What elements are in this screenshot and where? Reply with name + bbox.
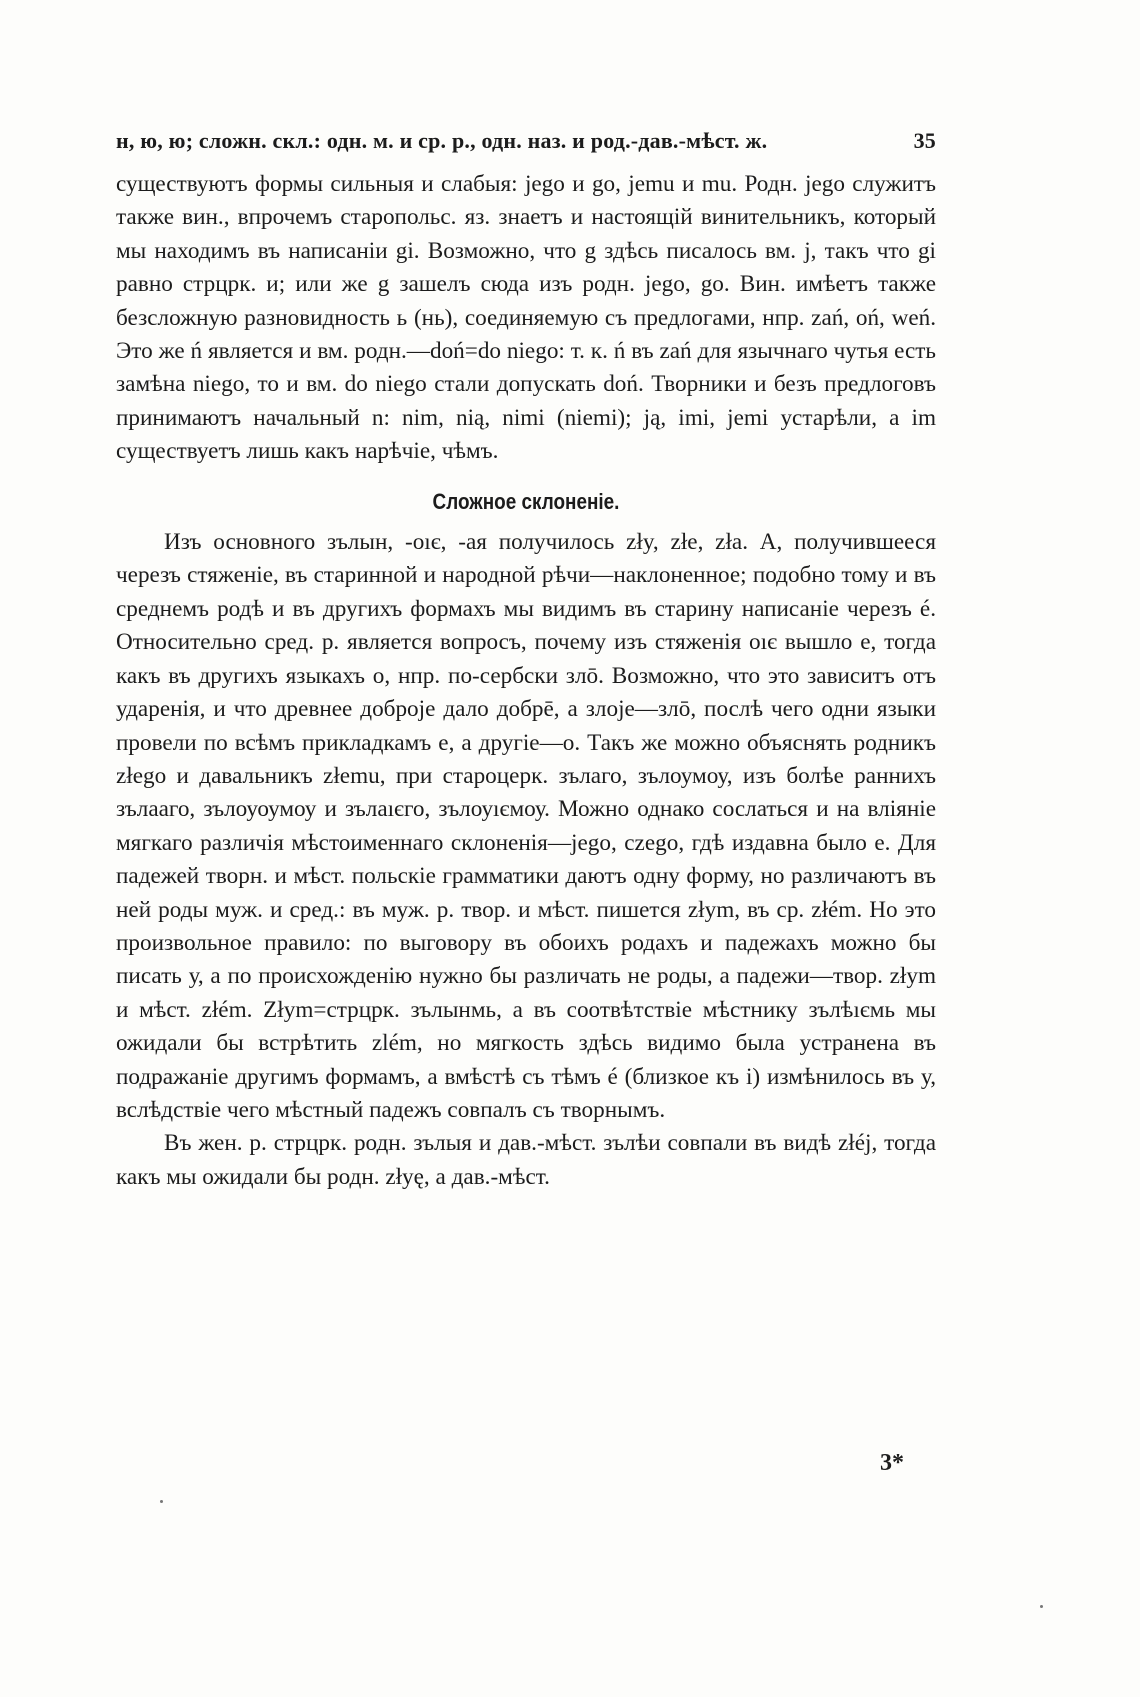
page-number: 35 — [913, 128, 936, 153]
speck — [1040, 1605, 1043, 1608]
running-title: н, ю, ю; сложн. скл.: одн. м. и ср. р., одн. наз. и род.-дав.-мѣст. ж. — [116, 128, 768, 153]
body-text — [116, 168, 936, 1194]
section-title: Сложное склоненiе. — [432, 488, 620, 514]
running-header — [116, 128, 936, 154]
paragraph: Въ жен. р. стрцрк. родн. зълыя и дав.-мѣст. зълѣи совпали въ видѣ złéj, тогда какъ мы ожидали бы родн. złyę, а дав.-мѣст. — [116, 1130, 936, 1190]
signature-mark: 3* — [880, 1450, 904, 1476]
paragraph: существуютъ формы сильныя и слабыя: jego и go, jemu и mu. Родн. jego служитъ также вин., впрочемъ старопольс. яз. знаетъ и настоящiй винительникъ, который мы находимъ въ написанiи gi. Возможно, что g здѣсь писалось вм. j, такъ что gi равно стрцрк. и; или же g зашелъ сюда изъ родн. jego, go. Вин. имѣетъ также безсложную разновидность ь (нь), соединяемую съ предлогами, нпр. zań, oń, weń. Это же ń является и вм. родн.—doń=do niego: т. к. ń въ zań для язычнаго чутья есть замѣна niego, то и вм. do niego стали допускать doń. Творники и безъ предлоговъ принимаютъ начальный n: nim, nią, nimi (niemi); ją, imi, jemi устарѣли, а im существуетъ лишь какъ нарѣчiе, чѣмъ. — [116, 171, 936, 465]
page-content — [116, 128, 936, 1194]
paragraph: Изъ основного зълын, -оıє, -ая получилось zły, złe, zła. А, получившееся черезъ стяженiе, въ старинной и народной рѣчи—наклоненное; подобно тому и въ среднемъ родѣ и въ другихъ формахъ мы видимъ въ старину написанiе черезъ é. Относительно сред. р. является вопросъ, почему изъ стяженiя оıє вышло е, тогда какъ въ другихъ языкахъ о, нпр. по-сербски злō. Возможно, что это зависитъ отъ ударенiя, и что древнее доброје дало добрē, а злоје—злō, послѣ чего одни языки провели по всѣмъ прикладкамъ е, а другiе—о. Такъ же можно объяснять родникъ złego и давальникъ złemu, при староцерк. зълаго, зълоумоу, изъ болѣе раннихъ зълааго, зълоуоумоу и зълаıєго, зълоуıємоу. Можно однако сослаться и на влiянiе мягкаго различiя мѣстоименнаго склоненiя—jego, czego, гдѣ издавна было е. Для падежей творн. и мѣст. польскiе грамматики даютъ одну форму, но различаютъ въ ней роды муж. и сред.: въ муж. р. твор. и мѣст. пишется złym, въ ср. złém. Но это произвольное правило: по выговору въ обоихъ родахъ и падежахъ можно бы писать у, а по происхожденiю нужно бы различать не роды, а падежи—твор. złym и мѣст. złém. Złym=стрцрк. зълынмь, а въ соотвѣтствiе мѣстнику зълѣıємь мы ожидали бы встрѣтить zlém, но мягкость здѣсь видимо была устранена въ подражанiе другимъ формамъ, а вмѣстѣ съ тѣмъ é (близкое къ i) измѣнилось въ у, вслѣдствiе чего мѣстный падежъ совпалъ съ творнымъ. — [116, 529, 936, 1123]
speck — [160, 1500, 163, 1503]
